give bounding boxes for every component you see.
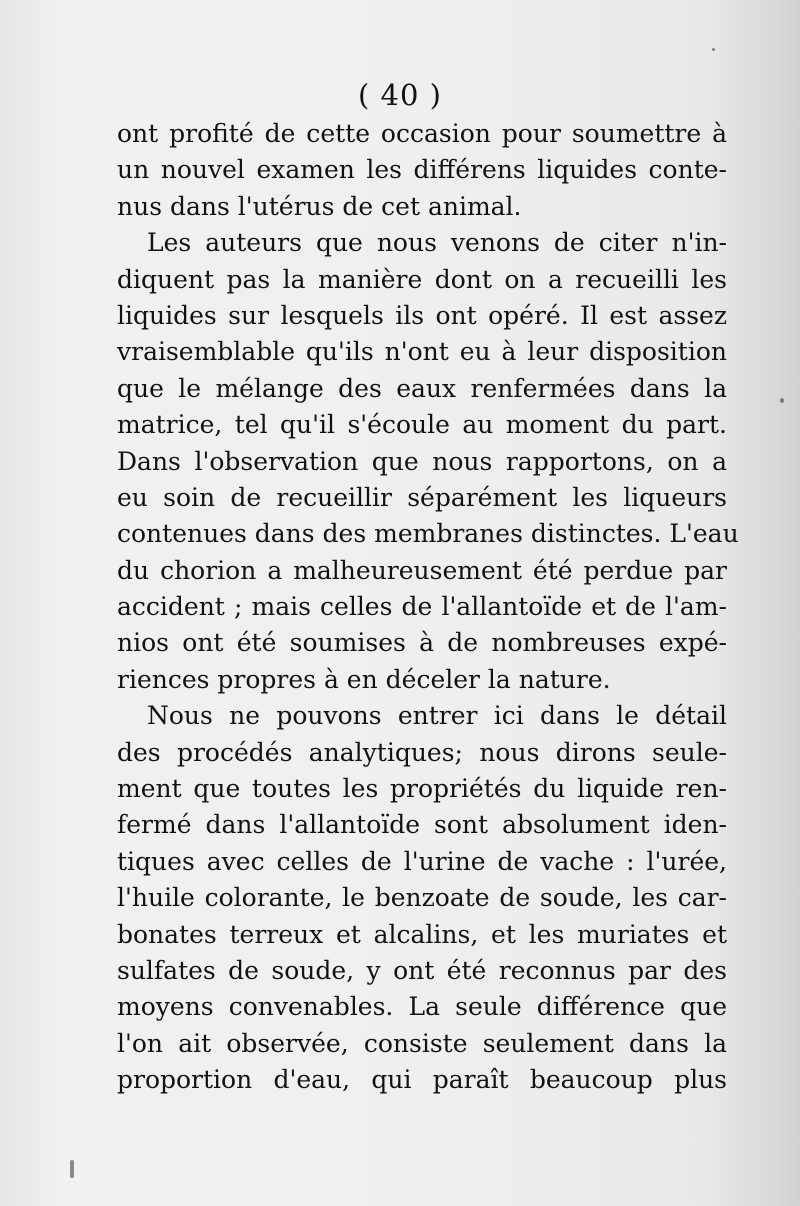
text-line: Les auteurs que nous venons de citer n'in- — [147, 228, 727, 258]
text-line: contenues dans des membranes distinctes. L'eau — [117, 519, 739, 549]
text-line: diquent pas la manière dont on a recueilli les — [117, 264, 727, 294]
text-line: tiques avec celles de l'urine de vache : l'urée, — [117, 846, 727, 876]
text-line: vraisemblable qu'ils n'ont eu à leur disposition — [117, 337, 727, 367]
text-line: liquides sur lesquels ils ont opéré. Il est assez — [117, 300, 727, 330]
ink-speck — [70, 1160, 74, 1178]
text-line: l'on ait observée, consiste seulement dans la — [117, 1028, 727, 1058]
text-line: Dans l'observation que nous rapportons, on a — [117, 446, 727, 476]
text-line: que le mélange des eaux renfermées dans la — [117, 373, 727, 403]
text-line: eu soin de recueillir séparément les liqueurs — [117, 482, 727, 512]
text-line: bonates terreux et alcalins, et les muriates et — [117, 919, 727, 949]
text-line: proportion d'eau, qui paraît beaucoup plus — [117, 1065, 727, 1095]
text-line: moyens convenables. La seule différence que — [117, 992, 727, 1022]
text-line: accident ; mais celles de l'allantoïde et de l'am- — [117, 592, 727, 622]
text-line: ment que toutes les propriétés du liquide ren- — [117, 774, 727, 804]
ink-speck — [780, 398, 784, 403]
text-line: matrice, tel qu'il s'écoule au moment du part. — [117, 410, 727, 440]
page-number: ( 40 ) — [358, 78, 442, 112]
text-line: sulfates de soude, y ont été reconnus par des — [117, 955, 727, 985]
text-line: fermé dans l'allantoïde sont absolument iden- — [117, 810, 727, 840]
text-line: des procédés analytiques; nous dirons seule- — [117, 737, 727, 767]
ink-speck — [712, 48, 715, 51]
text-line: ont profité de cette occasion pour soumettre à — [117, 119, 727, 148]
text-line: du chorion a malheureusement été perdue par — [117, 555, 727, 585]
text-line: nios ont été soumises à de nombreuses expé- — [117, 628, 727, 658]
text-line: Nous ne pouvons entrer ici dans le détail — [147, 701, 727, 731]
body-text — [117, 116, 739, 1099]
text-line: un nouvel examen les différens liquides conte- — [117, 155, 727, 185]
text-line: nus dans l'utérus de cet animal. — [117, 191, 522, 221]
text-line: l'huile colorante, le benzoate de soude, les car- — [117, 883, 727, 913]
text-line: riences propres à en déceler la nature. — [117, 664, 611, 694]
